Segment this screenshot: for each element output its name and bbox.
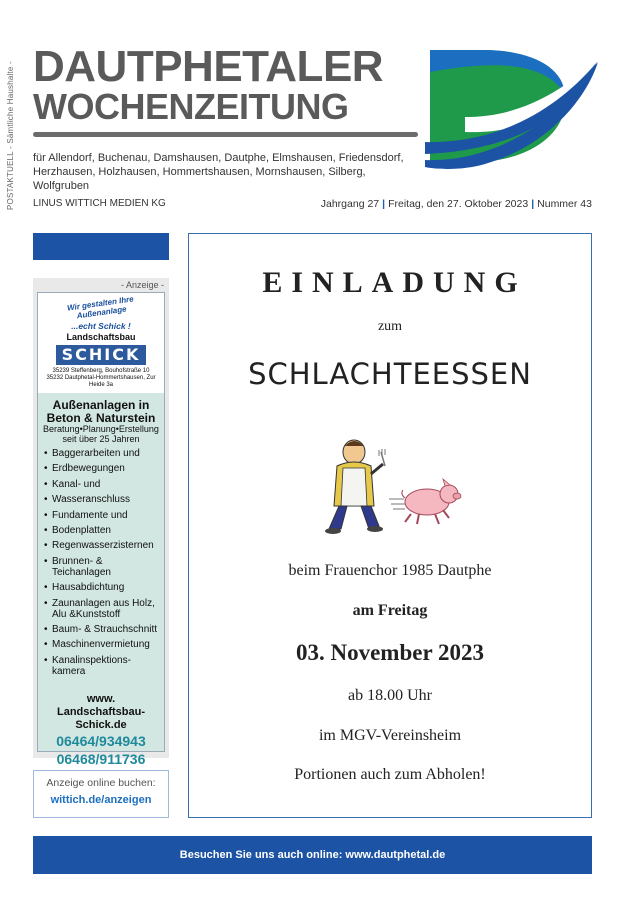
ad-sub-1: Beratung•Planung•Erstellung [43,424,159,434]
ad-services-list [44,448,164,681]
list-item: • Maschinenvermietung [44,639,164,650]
ad-phone-1: 06464/934943 [56,733,146,749]
separator: | [382,198,386,210]
list-item: • Baggerarbeiten und [44,448,164,459]
online-booking-box[interactable] [33,770,169,818]
online-booking-link[interactable]: wittich.de/anzeigen [50,794,152,806]
invitation-note: Portionen auch zum Abholen! [294,766,486,783]
list-item: • Bodenplatten [44,525,164,536]
list-item: • Brunnen- & Teichanlagen [44,556,164,578]
newspaper-title-line1: DAUTPHETALER [33,42,384,91]
advertisement[interactable] [33,278,169,767]
ad-address-2: 35232 Dautphetal-Hommertshausen, Zur Heide 3a [46,375,156,388]
ad-phone-2: 06468/911736 [56,751,146,767]
invitation-event: SCHLACHTEESSEN [248,357,532,391]
title-underline [33,132,418,137]
invitation-date: 03. November 2023 [295,640,485,665]
ad-website-3: Schick.de [75,719,127,731]
blue-header-block [33,233,169,260]
invitation-location: im MGV-Vereinsheim [318,727,462,744]
list-item: • Kanalinspektions-kamera [44,655,164,677]
ad-website-1: www. [86,693,116,705]
ad-company-name: SCHICK [56,345,146,365]
issue-number: Nummer 43 [537,198,592,210]
volume: Jahrgang 27 [320,198,380,210]
invitation-weekday: am Freitag [352,602,428,619]
footer-banner[interactable]: Besuchen Sie uns auch online: www.dautphetal.de [33,836,592,874]
publisher-name: LINUS WITTICH MEDIEN KG [33,198,166,209]
ad-sub-2: seit über 25 Jahren [62,434,140,444]
newspaper-title-line2: WOCHENZEITUNG [33,86,349,127]
list-item: • Regenwasserzisternen [44,540,164,551]
invitation-zum: zum [377,319,403,334]
ad-website [38,693,164,732]
invitation-time: ab 18.00 Uhr [348,687,432,704]
ad-subline [38,424,164,444]
list-item: • Baum- & Strauchschnitt [44,624,164,635]
butcher-chasing-pig-icon [319,434,469,539]
towns-list: für Allendorf, Buchenau, Damshausen, Dautphe, Elmshausen, Friedensdorf, Herzhausen, Holzhausen, Hommertshausen, Mornshausen, Silberg, Wolfgruben [33,152,404,192]
online-booking-label: Anzeige online buchen: [46,777,156,789]
ad-slogan-arc: Wir gestalten Ihre Außenanlage [66,294,135,321]
separator: | [531,198,535,210]
ad-headline-2: Beton & Naturstein [46,411,156,425]
ad-address [38,368,164,389]
ad-headline [38,399,164,425]
list-item: • Hausabdichtung [44,582,164,593]
invitation-host: beim Frauenchor 1985 Dautphe [288,562,492,579]
ad-logo [38,293,164,393]
ad-headline-1: Außenanlagen in [52,398,150,412]
ad-slogan: ...echt Schick ! [71,321,131,331]
invitation-box [188,233,592,818]
ad-content [37,292,165,767]
ad-label: - Anzeige - [120,280,164,290]
issue-info [321,198,592,210]
invitation-title: EINLADUNG [262,266,527,299]
dautphetal-logo-icon [425,42,600,177]
side-label: POSTAKTUELL - Sämtliche Haushalte - [6,61,15,210]
ad-address-1: 35239 Steffenberg, Bouhofstraße 10 [52,368,150,374]
list-item: • Erdbewegungen [44,463,164,474]
issue-date: Freitag, den 27. Oktober 2023 [388,198,529,210]
list-item: • Wasseranschluss [44,494,164,505]
ad-website-2: Landschaftsbau- [56,706,145,718]
list-item: • Zaunanlagen aus Holz, Alu &Kunststoff [44,598,164,620]
list-item: • Kanal- und [44,479,164,490]
list-item: • Fundamente und [44,510,164,521]
ad-company-type: Landschaftsbau [66,332,136,342]
